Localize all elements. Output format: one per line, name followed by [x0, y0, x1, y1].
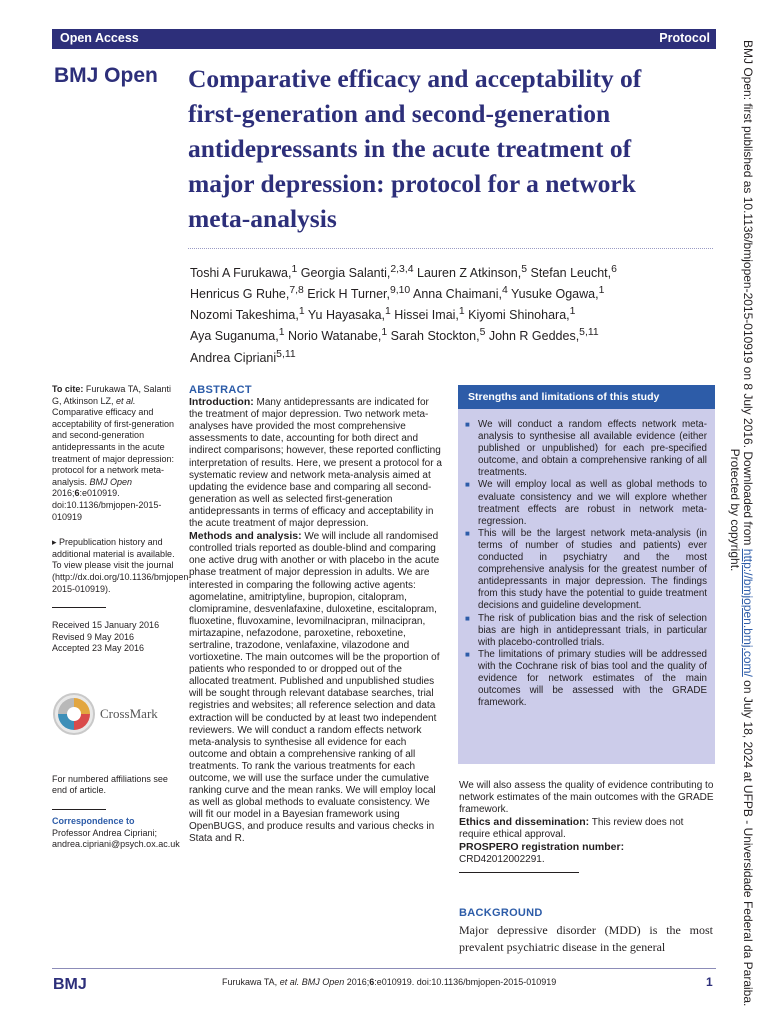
prospero-number: CRD42012002291. [459, 854, 545, 865]
methods-text: We will include all randomised controlled trials reported as double-blind and comparing one active drug with another or with placebo in the acute phase treatment of major depression in adults. We are interested in comparing the following active agents: agomelatine, amitriptyline, bupropion, citalopram, clomipramine, desvenlafaxine, duloxetine, escitalopram, fluoxetine, fluvoxamine, levomilnacipran, milnacipran, mirtazapine, nefazodone, paroxetine, reboxetine, sertraline, trazodone, venlafaxine, vilazodone and vortioxetine. The main outcomes will be the proportion of patients who responded to or dropped out of the allocated treatment. Published and unpublished studies will be sought through relevant database searches, trial registries and websites; all reference selection and data extraction will be conducted by at least two independent reviewers. We will conduct a random effects network meta-analysis to synthesise all evidence for each outcome and obtain a comprehensive ranking of all treatments. To rank the various treatments for each outcome, we will use the surface under the cumulative ranking curve and the mean ranks. We will employ local as well as global methods to evaluate consistency. We will fit our model in a Bayesian framework using OpenBUGS, and produce results and various checks in Stata and R. [189, 531, 440, 845]
header-bar [52, 29, 716, 49]
background-heading: BACKGROUND [459, 907, 543, 919]
strengths-limitations-box [458, 385, 715, 764]
vertical-text: on July 18, 2024 at UFPB - Universidade Federal da Paraiba. [741, 676, 755, 1007]
citation-block [52, 384, 177, 523]
methods-label: Methods and analysis: [189, 530, 302, 543]
article-type-label: Protocol [659, 31, 710, 45]
title-line: meta-analysis [188, 204, 337, 233]
affiliation-note: For numbered affiliations see end of article. [52, 773, 168, 796]
left-sidebar [52, 384, 192, 851]
footer-cite-text: Furukawa TA, [222, 977, 280, 987]
vertical-line [741, 40, 755, 1007]
accepted-date: Accepted 23 May 2016 [52, 643, 145, 654]
title-line: Comparative efficacy and acceptability of [188, 64, 642, 93]
footer-cite-text: :e010919. doi:10.1136/bmjopen-2015-010919 [374, 977, 557, 987]
footer-cite-text: 2016; [344, 977, 370, 987]
bmj-logo: BMJ [53, 976, 87, 993]
box-list-item [465, 419, 707, 479]
correspondence-email[interactable]: andrea.cipriani@psych.ox.ac.uk [52, 839, 180, 850]
title-line: major depression: protocol for a network [188, 169, 636, 198]
correspondence-name: Professor Andrea Cipriani; [52, 827, 158, 838]
abstract-end-divider [459, 872, 579, 873]
intro-label: Introduction: [189, 396, 254, 409]
cite-text: Comparative efficacy and acceptability of first-generation and second-generation antidepressants in the acute treatment of major depression: protocol for a network meta-analysis. [52, 407, 175, 487]
author-line: Toshi A Furukawa,$^1$ Georgia Salanti,$^{2,3,4}$ Lauren Z Atkinson,$^5$ Stefan Leucht,$^6$ [190, 264, 617, 281]
cite-volume: 6 [74, 488, 80, 499]
abstract-methods [189, 530, 442, 845]
box-item-text: The risk of publication bias and the risk of selection bias are high in antidepressant trials, in particular with placebo-controlled trials. [478, 612, 707, 648]
sidebar-divider [52, 607, 106, 608]
journal-name: BMJ Open [54, 64, 158, 87]
ethics-label: Ethics and dissemination: [459, 816, 590, 828]
square-bullet-icon: ■ [465, 480, 470, 490]
prospero-label-text: PROSPERO registration number: [459, 841, 625, 853]
author-line: Andrea Cipriani$^{5,11}$ [190, 348, 296, 365]
ethics-text: This review does not require ethical approval. [459, 817, 684, 840]
author-list [190, 261, 720, 367]
crossmark-label: CrossMark [100, 706, 158, 722]
vertical-line: Protected by copyright. [728, 448, 742, 572]
square-bullet-icon: ■ [465, 613, 470, 623]
prepub-note[interactable]: ▸ Prepublication history and additional material is available. To view please visit the journal (http://dx.doi.org/10.1136/bmjopen-2015-010919). [52, 537, 192, 594]
cite-etal: et al. [116, 395, 136, 406]
square-bullet-icon: ■ [465, 649, 470, 659]
title-line: first-generation and second-generation [188, 99, 611, 128]
correspondence-label: Correspondence to [52, 816, 135, 827]
grade-text: We will also assess the quality of evidence contributing to network estimates of the main outcomes with the GRADE framework. [459, 780, 714, 815]
title-line: antidepressants in the acute treatment of [188, 134, 632, 163]
footer-divider [52, 968, 716, 969]
box-list-item [465, 479, 707, 527]
box-list-item [465, 527, 707, 613]
footer-cite-volume: 6 [369, 977, 375, 987]
abstract-heading: ABSTRACT [189, 384, 252, 396]
cite-journal: BMJ Open [89, 476, 133, 487]
crossmark-icon [52, 692, 96, 736]
abstract [189, 384, 442, 846]
box-item-text: We will conduct a random effects network meta-analysis to synthesise all available evidence (either published or unpublished) for each pre-specified outcome, and obtain a comprehensive ranking of all treatments. [478, 419, 707, 479]
footer-citation [222, 977, 556, 987]
box-item-text: The limitations of primary studies will be addressed with the Cochrane risk of bias tool and the quality of evidence for network estimates of the main outcomes will be assessed with the GRADE framework. [478, 648, 707, 709]
box-list-item [465, 648, 707, 709]
box-list-item [465, 612, 707, 649]
cite-text: 2016; [52, 488, 75, 499]
abstract-continuation [459, 780, 714, 873]
cite-label: To cite: [52, 384, 84, 394]
prospero-label [459, 841, 714, 854]
vertical-text: BMJ Open: first published as 10.1136/bmjopen-2015-010919 on 8 July 2016. Downloaded from [741, 40, 755, 549]
page-number: 1 [706, 975, 713, 989]
title-divider [188, 248, 713, 249]
box-item-text: We will employ local as well as global methods to evaluate consistency and we will explore whether treatment effects are robust in network meta-regression. [478, 479, 707, 527]
box-heading: Strengths and limitations of this study [458, 385, 715, 409]
box-item-text: This will be the largest network meta-analysis (in terms of number of studies and patients) ever conducted in psychiatry and the most comprehensive analysis for the greatest number of antidepressants in major depression. The findings from this study have the potential to guide treatment decisions and guideline development. [478, 527, 707, 612]
article-title [188, 61, 723, 236]
vertical-download-notice [728, 40, 755, 1007]
square-bullet-icon: ■ [465, 420, 470, 429]
square-bullet-icon: ■ [465, 528, 470, 538]
author-line: Nozomi Takeshima,$^1$ Yu Hayasaka,$^1$ Hissei Imai,$^1$ Kiyomi Shinohara,$^1$ [190, 306, 576, 323]
background-text: Major depressive disorder (MDD) is the most prevalent psychiatric disease in the general [459, 923, 713, 954]
open-access-label: Open Access [60, 31, 139, 45]
cite-text: :e010919. doi:10.1136/bmjopen-2015-010919 [52, 488, 162, 522]
footer-cite-etal: et al. BMJ Open [279, 977, 345, 987]
cite-text: Furukawa TA, Salanti G, Atkinson LZ, [52, 384, 172, 406]
crossmark-badge[interactable] [52, 692, 177, 736]
journal-link[interactable]: http://bmjopen.bmj.com/ [741, 548, 755, 677]
author-line: Henricus G Ruhe,$^{7,8}$ Erick H Turner,$^{9,10}$ Anna Chaimani,$^4$ Yusuke Ogawa,$^1$ [190, 285, 605, 302]
author-line: Aya Suganuma,$^1$ Norio Watanabe,$^1$ Sarah Stockton,$^5$ John R Geddes,$^{5,11}$ [190, 327, 599, 344]
ethics-paragraph [459, 816, 714, 841]
revised-date: Revised 9 May 2016 [52, 631, 135, 642]
intro-text: Many antidepressants are indicated for the treatment of major depression. Two network meta-analyses have provided the most comprehensive assessments to date, accounting for both direct and indirect comparisons; however, these reported conflicting interpretation of results. Here, we present a protocol for a systematic review and network meta-analysis aimed at updating the evidence base and comparing all second-generation as well as selected first-generation antidepressants in terms of efficacy and acceptability in the acute treatment of major depression. [189, 397, 442, 530]
abstract-introduction [189, 396, 442, 530]
received-date: Received 15 January 2016 [52, 620, 160, 631]
sidebar-divider [52, 809, 106, 810]
box-list [458, 409, 715, 709]
